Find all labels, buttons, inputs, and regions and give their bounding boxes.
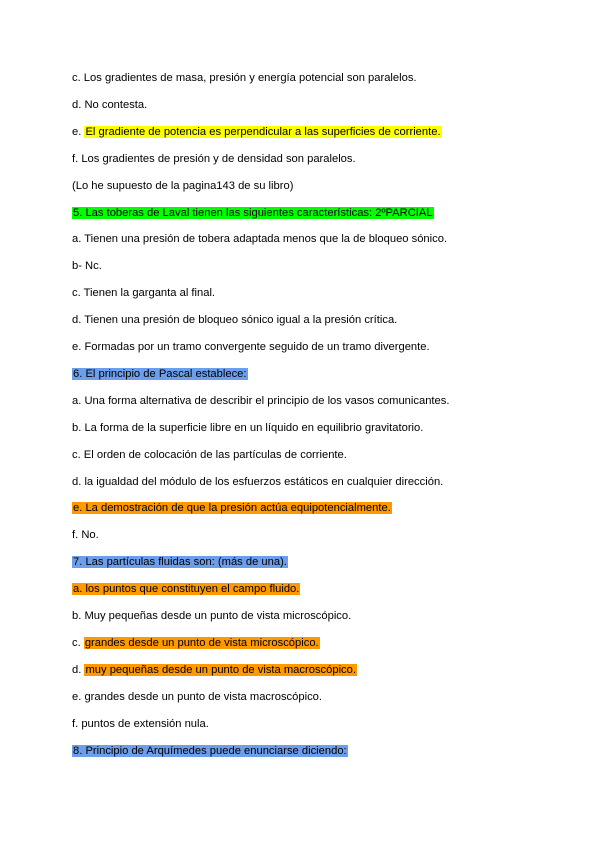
highlighted-text: El gradiente de potencia es perpendicular a las superficies de corriente.: [85, 126, 441, 138]
text-line: [72, 231, 447, 247]
line-prefix: e.: [72, 126, 85, 138]
text-line: [72, 474, 443, 490]
text-line: [72, 608, 351, 624]
text-line: [72, 70, 417, 86]
text-line: [72, 258, 102, 274]
text-line: [72, 527, 99, 543]
text-line: [72, 420, 423, 436]
text-line: [72, 339, 430, 355]
text-line: [72, 97, 147, 113]
highlighted-text: a. los puntos que constituyen el campo fluido.: [73, 583, 300, 595]
line-text: f. No.: [72, 529, 99, 541]
line-text: d. la igualdad del módulo de los esfuerzos estáticos en cualquier dirección.: [72, 476, 444, 488]
text-line: [72, 635, 320, 651]
line-text: e. grandes desde un punto de vista macroscópico.: [72, 691, 323, 703]
line-text: e. Formadas por un tramo convergente seguido de un tramo divergente.: [72, 341, 430, 353]
highlighted-text: e. La demostración de que la presión actúa equipotencialmente.: [73, 502, 391, 514]
text-line: [72, 124, 442, 140]
line-text: c. Tienen la garganta al final.: [72, 287, 216, 299]
line-text: d. Tienen una presión de bloqueo sónico igual a la presión crítica.: [72, 314, 398, 326]
highlighted-text: muy pequeñas desde un punto de vista macroscópico.: [85, 664, 356, 676]
text-line: [72, 312, 397, 328]
text-line: [72, 554, 288, 570]
text-line: [72, 151, 356, 167]
line-text: b. La forma de la superficie libre en un líquido en equilibrio gravitatorio.: [72, 422, 424, 434]
line-text: c. Los gradientes de masa, presión y energía potencial son paralelos.: [72, 72, 417, 84]
text-line: [72, 743, 348, 759]
line-text: c. El orden de colocación de las partículas de corriente.: [72, 449, 347, 461]
line-prefix: d.: [72, 664, 85, 676]
text-line: [72, 500, 392, 516]
text-line: [72, 205, 434, 221]
text-line: [72, 447, 347, 463]
line-text: a. Tienen una presión de tobera adaptada menos que la de bloqueo sónico.: [72, 233, 448, 245]
line-text: b. Muy pequeñas desde un punto de vista microscópico.: [72, 610, 352, 622]
text-line: [72, 366, 248, 382]
highlighted-text: 6. El principio de Pascal establece:: [73, 368, 247, 380]
text-line: [72, 581, 300, 597]
highlighted-text: 7. Las partículas fluidas son: (más de una).: [73, 556, 287, 568]
line-text: (Lo he supuesto de la pagina143 de su libro): [72, 180, 294, 192]
line-text: b- Nc.: [72, 260, 102, 272]
line-text: f. puntos de extensión nula.: [72, 718, 209, 730]
text-line: [72, 178, 293, 194]
line-text: d. No contesta.: [72, 99, 148, 111]
text-line: [72, 285, 215, 301]
highlighted-text: grandes desde un punto de vista microscópico.: [84, 637, 319, 649]
line-text: f. Los gradientes de presión y de densidad son paralelos.: [72, 153, 356, 165]
text-line: [72, 716, 209, 732]
text-line: [72, 689, 322, 705]
text-line: [72, 662, 357, 678]
highlighted-text: 8. Principio de Arquímedes puede enunciarse diciendo:: [73, 745, 347, 757]
line-prefix: c.: [72, 637, 84, 649]
line-text: a. Una forma alternativa de describir el principio de los vasos comunicantes.: [72, 395, 450, 407]
text-line: [72, 393, 449, 409]
highlighted-text: 5. Las toberas de Laval tienen las siguientes características: 2ºPARCIAL: [73, 207, 433, 219]
